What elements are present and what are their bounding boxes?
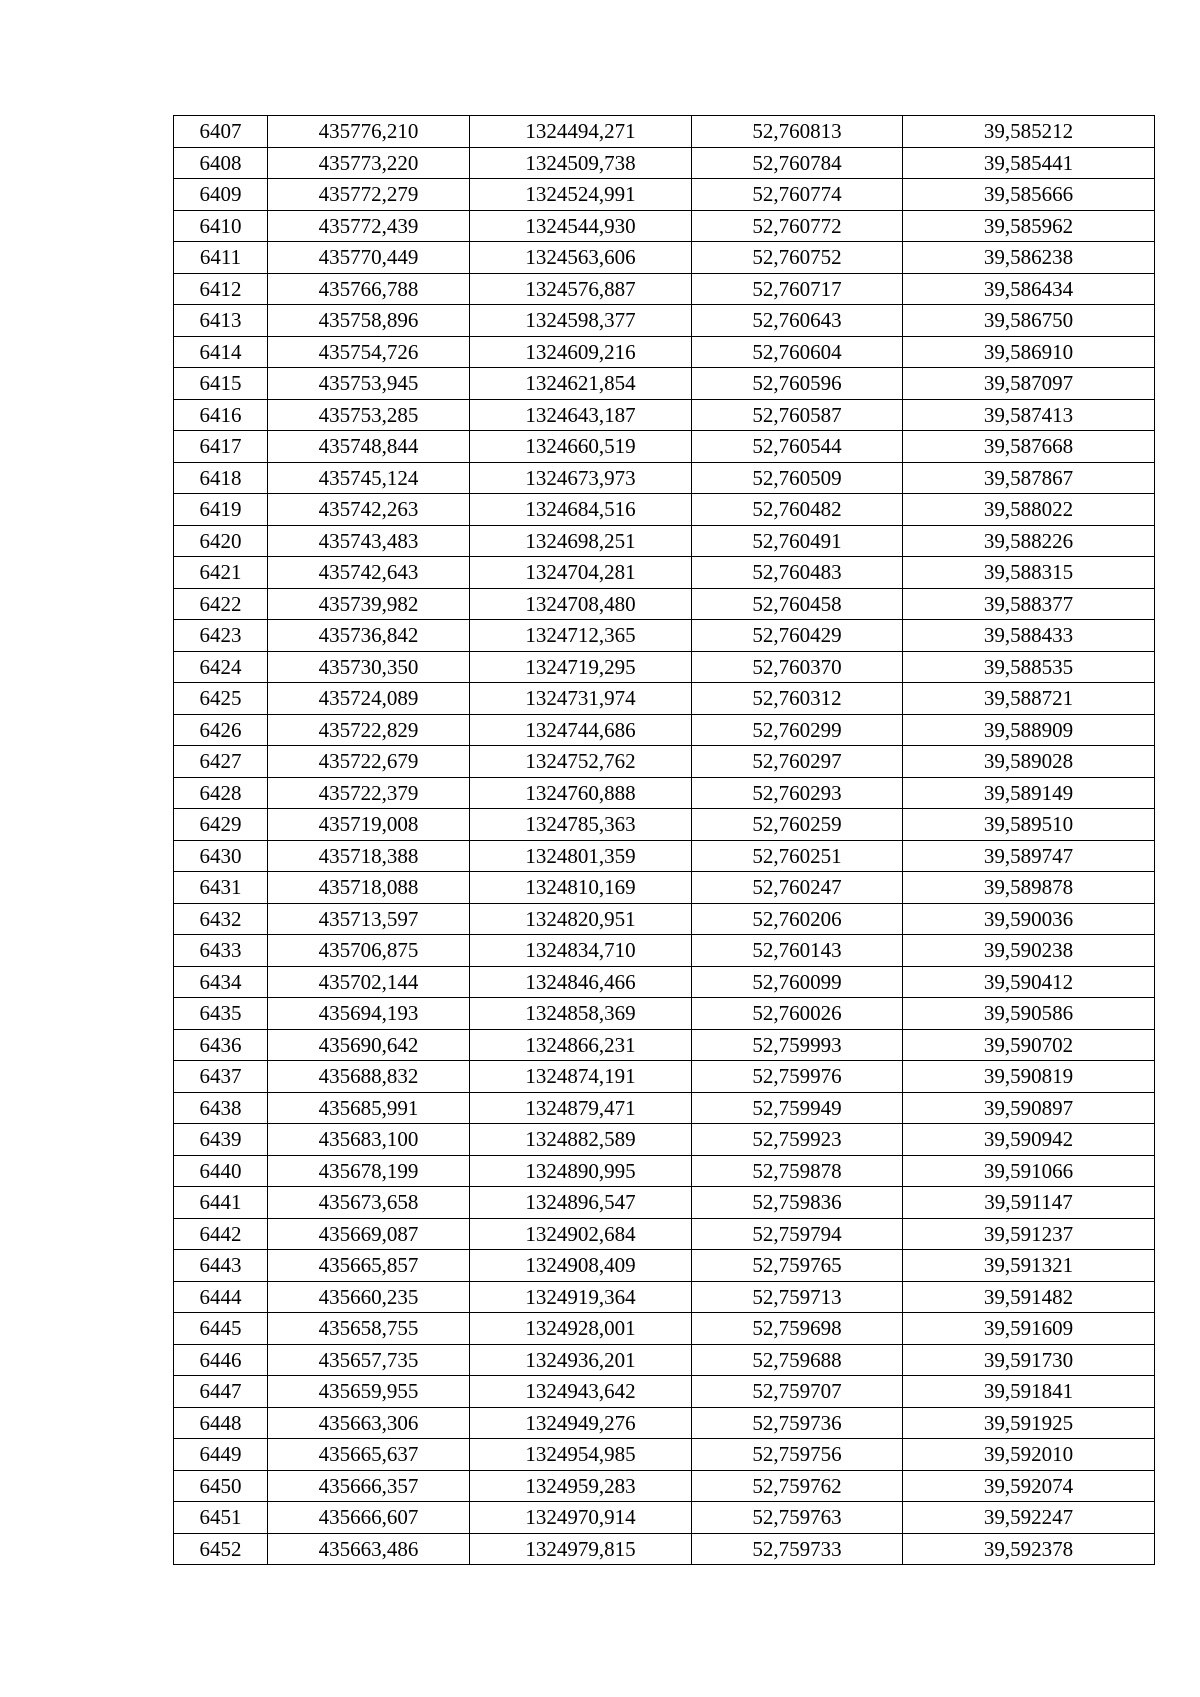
table-row <box>174 147 1155 179</box>
longitude-cell: 39,590897 <box>903 1092 1155 1124</box>
table-row <box>174 903 1155 935</box>
point-number-cell: 6409 <box>174 179 268 211</box>
table-row <box>174 1533 1155 1565</box>
latitude-cell: 52,759688 <box>692 1344 903 1376</box>
table-row <box>174 620 1155 652</box>
point-number-cell: 6408 <box>174 147 268 179</box>
y-coordinate-cell: 1324524,991 <box>470 179 692 211</box>
table-row <box>174 557 1155 589</box>
x-coordinate-cell: 435718,088 <box>268 872 470 904</box>
y-coordinate-cell: 1324949,276 <box>470 1407 692 1439</box>
table-row <box>174 1502 1155 1534</box>
longitude-cell: 39,588022 <box>903 494 1155 526</box>
x-coordinate-cell: 435659,955 <box>268 1376 470 1408</box>
x-coordinate-cell: 435776,210 <box>268 116 470 148</box>
point-number-cell: 6429 <box>174 809 268 841</box>
point-number-cell: 6449 <box>174 1439 268 1471</box>
table-row <box>174 399 1155 431</box>
table-row <box>174 1281 1155 1313</box>
y-coordinate-cell: 1324874,191 <box>470 1061 692 1093</box>
table-row <box>174 1124 1155 1156</box>
point-number-cell: 6434 <box>174 966 268 998</box>
latitude-cell: 52,760206 <box>692 903 903 935</box>
point-number-cell: 6439 <box>174 1124 268 1156</box>
table-row <box>174 1344 1155 1376</box>
table-row <box>174 305 1155 337</box>
coordinates-table <box>173 115 1155 1565</box>
latitude-cell: 52,759762 <box>692 1470 903 1502</box>
longitude-cell: 39,588535 <box>903 651 1155 683</box>
y-coordinate-cell: 1324598,377 <box>470 305 692 337</box>
coordinates-table-body <box>174 116 1155 1565</box>
longitude-cell: 39,588377 <box>903 588 1155 620</box>
table-row <box>174 525 1155 557</box>
latitude-cell: 52,759976 <box>692 1061 903 1093</box>
latitude-cell: 52,760483 <box>692 557 903 589</box>
point-number-cell: 6427 <box>174 746 268 778</box>
y-coordinate-cell: 1324954,985 <box>470 1439 692 1471</box>
x-coordinate-cell: 435657,735 <box>268 1344 470 1376</box>
table-row <box>174 368 1155 400</box>
latitude-cell: 52,760482 <box>692 494 903 526</box>
table-row <box>174 840 1155 872</box>
x-coordinate-cell: 435724,089 <box>268 683 470 715</box>
point-number-cell: 6421 <box>174 557 268 589</box>
latitude-cell: 52,759765 <box>692 1250 903 1282</box>
table-row <box>174 1470 1155 1502</box>
point-number-cell: 6450 <box>174 1470 268 1502</box>
y-coordinate-cell: 1324943,642 <box>470 1376 692 1408</box>
table-row <box>174 746 1155 778</box>
y-coordinate-cell: 1324979,815 <box>470 1533 692 1565</box>
y-coordinate-cell: 1324760,888 <box>470 777 692 809</box>
longitude-cell: 39,586910 <box>903 336 1155 368</box>
x-coordinate-cell: 435754,726 <box>268 336 470 368</box>
x-coordinate-cell: 435694,193 <box>268 998 470 1030</box>
x-coordinate-cell: 435753,285 <box>268 399 470 431</box>
point-number-cell: 6423 <box>174 620 268 652</box>
longitude-cell: 39,591925 <box>903 1407 1155 1439</box>
point-number-cell: 6413 <box>174 305 268 337</box>
latitude-cell: 52,759878 <box>692 1155 903 1187</box>
point-number-cell: 6443 <box>174 1250 268 1282</box>
longitude-cell: 39,585441 <box>903 147 1155 179</box>
x-coordinate-cell: 435772,279 <box>268 179 470 211</box>
longitude-cell: 39,591841 <box>903 1376 1155 1408</box>
longitude-cell: 39,591730 <box>903 1344 1155 1376</box>
y-coordinate-cell: 1324858,369 <box>470 998 692 1030</box>
x-coordinate-cell: 435722,379 <box>268 777 470 809</box>
point-number-cell: 6422 <box>174 588 268 620</box>
longitude-cell: 39,588909 <box>903 714 1155 746</box>
longitude-cell: 39,592074 <box>903 1470 1155 1502</box>
latitude-cell: 52,759993 <box>692 1029 903 1061</box>
x-coordinate-cell: 435758,896 <box>268 305 470 337</box>
latitude-cell: 52,760643 <box>692 305 903 337</box>
x-coordinate-cell: 435663,306 <box>268 1407 470 1439</box>
x-coordinate-cell: 435690,642 <box>268 1029 470 1061</box>
x-coordinate-cell: 435742,263 <box>268 494 470 526</box>
latitude-cell: 52,759949 <box>692 1092 903 1124</box>
y-coordinate-cell: 1324882,589 <box>470 1124 692 1156</box>
longitude-cell: 39,587867 <box>903 462 1155 494</box>
y-coordinate-cell: 1324785,363 <box>470 809 692 841</box>
y-coordinate-cell: 1324896,547 <box>470 1187 692 1219</box>
longitude-cell: 39,590819 <box>903 1061 1155 1093</box>
longitude-cell: 39,589510 <box>903 809 1155 841</box>
point-number-cell: 6440 <box>174 1155 268 1187</box>
latitude-cell: 52,760099 <box>692 966 903 998</box>
point-number-cell: 6435 <box>174 998 268 1030</box>
x-coordinate-cell: 435773,220 <box>268 147 470 179</box>
y-coordinate-cell: 1324866,231 <box>470 1029 692 1061</box>
point-number-cell: 6430 <box>174 840 268 872</box>
latitude-cell: 52,760247 <box>692 872 903 904</box>
y-coordinate-cell: 1324621,854 <box>470 368 692 400</box>
table-row <box>174 1029 1155 1061</box>
longitude-cell: 39,591321 <box>903 1250 1155 1282</box>
y-coordinate-cell: 1324846,466 <box>470 966 692 998</box>
y-coordinate-cell: 1324494,271 <box>470 116 692 148</box>
y-coordinate-cell: 1324801,359 <box>470 840 692 872</box>
table-row <box>174 273 1155 305</box>
latitude-cell: 52,759698 <box>692 1313 903 1345</box>
longitude-cell: 39,585212 <box>903 116 1155 148</box>
longitude-cell: 39,588433 <box>903 620 1155 652</box>
y-coordinate-cell: 1324970,914 <box>470 1502 692 1534</box>
point-number-cell: 6447 <box>174 1376 268 1408</box>
table-row <box>174 1250 1155 1282</box>
longitude-cell: 39,586750 <box>903 305 1155 337</box>
point-number-cell: 6411 <box>174 242 268 274</box>
y-coordinate-cell: 1324731,974 <box>470 683 692 715</box>
longitude-cell: 39,591609 <box>903 1313 1155 1345</box>
point-number-cell: 6431 <box>174 872 268 904</box>
y-coordinate-cell: 1324752,762 <box>470 746 692 778</box>
point-number-cell: 6442 <box>174 1218 268 1250</box>
y-coordinate-cell: 1324908,409 <box>470 1250 692 1282</box>
x-coordinate-cell: 435685,991 <box>268 1092 470 1124</box>
point-number-cell: 6441 <box>174 1187 268 1219</box>
longitude-cell: 39,592378 <box>903 1533 1155 1565</box>
point-number-cell: 6424 <box>174 651 268 683</box>
point-number-cell: 6428 <box>174 777 268 809</box>
point-number-cell: 6433 <box>174 935 268 967</box>
longitude-cell: 39,590942 <box>903 1124 1155 1156</box>
point-number-cell: 6432 <box>174 903 268 935</box>
longitude-cell: 39,589028 <box>903 746 1155 778</box>
point-number-cell: 6418 <box>174 462 268 494</box>
latitude-cell: 52,760772 <box>692 210 903 242</box>
x-coordinate-cell: 435688,832 <box>268 1061 470 1093</box>
latitude-cell: 52,760293 <box>692 777 903 809</box>
latitude-cell: 52,759756 <box>692 1439 903 1471</box>
y-coordinate-cell: 1324820,951 <box>470 903 692 935</box>
latitude-cell: 52,760458 <box>692 588 903 620</box>
point-number-cell: 6407 <box>174 116 268 148</box>
x-coordinate-cell: 435736,842 <box>268 620 470 652</box>
y-coordinate-cell: 1324698,251 <box>470 525 692 557</box>
y-coordinate-cell: 1324936,201 <box>470 1344 692 1376</box>
table-row <box>174 1155 1155 1187</box>
longitude-cell: 39,590586 <box>903 998 1155 1030</box>
latitude-cell: 52,759736 <box>692 1407 903 1439</box>
latitude-cell: 52,759733 <box>692 1533 903 1565</box>
y-coordinate-cell: 1324902,684 <box>470 1218 692 1250</box>
x-coordinate-cell: 435770,449 <box>268 242 470 274</box>
point-number-cell: 6419 <box>174 494 268 526</box>
table-row <box>174 935 1155 967</box>
longitude-cell: 39,587097 <box>903 368 1155 400</box>
longitude-cell: 39,585666 <box>903 179 1155 211</box>
x-coordinate-cell: 435683,100 <box>268 1124 470 1156</box>
table-row <box>174 777 1155 809</box>
latitude-cell: 52,759713 <box>692 1281 903 1313</box>
x-coordinate-cell: 435730,350 <box>268 651 470 683</box>
latitude-cell: 52,760752 <box>692 242 903 274</box>
table-row <box>174 651 1155 683</box>
x-coordinate-cell: 435722,829 <box>268 714 470 746</box>
latitude-cell: 52,760026 <box>692 998 903 1030</box>
y-coordinate-cell: 1324704,281 <box>470 557 692 589</box>
table-row <box>174 179 1155 211</box>
x-coordinate-cell: 435669,087 <box>268 1218 470 1250</box>
longitude-cell: 39,586434 <box>903 273 1155 305</box>
y-coordinate-cell: 1324834,710 <box>470 935 692 967</box>
longitude-cell: 39,590702 <box>903 1029 1155 1061</box>
latitude-cell: 52,759763 <box>692 1502 903 1534</box>
table-row <box>174 1218 1155 1250</box>
x-coordinate-cell: 435772,439 <box>268 210 470 242</box>
table-row <box>174 1061 1155 1093</box>
x-coordinate-cell: 435666,607 <box>268 1502 470 1534</box>
latitude-cell: 52,760596 <box>692 368 903 400</box>
longitude-cell: 39,585962 <box>903 210 1155 242</box>
y-coordinate-cell: 1324959,283 <box>470 1470 692 1502</box>
point-number-cell: 6417 <box>174 431 268 463</box>
longitude-cell: 39,591237 <box>903 1218 1155 1250</box>
x-coordinate-cell: 435742,643 <box>268 557 470 589</box>
y-coordinate-cell: 1324719,295 <box>470 651 692 683</box>
point-number-cell: 6445 <box>174 1313 268 1345</box>
table-row <box>174 431 1155 463</box>
latitude-cell: 52,760491 <box>692 525 903 557</box>
table-row <box>174 714 1155 746</box>
x-coordinate-cell: 435666,357 <box>268 1470 470 1502</box>
y-coordinate-cell: 1324708,480 <box>470 588 692 620</box>
point-number-cell: 6448 <box>174 1407 268 1439</box>
y-coordinate-cell: 1324810,169 <box>470 872 692 904</box>
table-row <box>174 210 1155 242</box>
table-row <box>174 588 1155 620</box>
x-coordinate-cell: 435660,235 <box>268 1281 470 1313</box>
latitude-cell: 52,760587 <box>692 399 903 431</box>
latitude-cell: 52,760509 <box>692 462 903 494</box>
y-coordinate-cell: 1324609,216 <box>470 336 692 368</box>
point-number-cell: 6414 <box>174 336 268 368</box>
table-row <box>174 1313 1155 1345</box>
latitude-cell: 52,759836 <box>692 1187 903 1219</box>
longitude-cell: 39,590036 <box>903 903 1155 935</box>
x-coordinate-cell: 435673,658 <box>268 1187 470 1219</box>
y-coordinate-cell: 1324744,686 <box>470 714 692 746</box>
table-row <box>174 966 1155 998</box>
y-coordinate-cell: 1324509,738 <box>470 147 692 179</box>
y-coordinate-cell: 1324576,887 <box>470 273 692 305</box>
x-coordinate-cell: 435713,597 <box>268 903 470 935</box>
longitude-cell: 39,589149 <box>903 777 1155 809</box>
y-coordinate-cell: 1324890,995 <box>470 1155 692 1187</box>
x-coordinate-cell: 435748,844 <box>268 431 470 463</box>
table-row <box>174 683 1155 715</box>
point-number-cell: 6425 <box>174 683 268 715</box>
point-number-cell: 6451 <box>174 1502 268 1534</box>
table-row <box>174 1439 1155 1471</box>
y-coordinate-cell: 1324563,606 <box>470 242 692 274</box>
x-coordinate-cell: 435743,483 <box>268 525 470 557</box>
x-coordinate-cell: 435706,875 <box>268 935 470 967</box>
latitude-cell: 52,760143 <box>692 935 903 967</box>
table-row <box>174 462 1155 494</box>
latitude-cell: 52,759794 <box>692 1218 903 1250</box>
table-row <box>174 998 1155 1030</box>
x-coordinate-cell: 435665,857 <box>268 1250 470 1282</box>
x-coordinate-cell: 435702,144 <box>268 966 470 998</box>
longitude-cell: 39,589747 <box>903 840 1155 872</box>
table-row <box>174 1187 1155 1219</box>
x-coordinate-cell: 435719,008 <box>268 809 470 841</box>
latitude-cell: 52,760774 <box>692 179 903 211</box>
latitude-cell: 52,760604 <box>692 336 903 368</box>
longitude-cell: 39,591147 <box>903 1187 1155 1219</box>
point-number-cell: 6452 <box>174 1533 268 1565</box>
latitude-cell: 52,760784 <box>692 147 903 179</box>
point-number-cell: 6444 <box>174 1281 268 1313</box>
point-number-cell: 6438 <box>174 1092 268 1124</box>
point-number-cell: 6437 <box>174 1061 268 1093</box>
x-coordinate-cell: 435658,755 <box>268 1313 470 1345</box>
latitude-cell: 52,760429 <box>692 620 903 652</box>
longitude-cell: 39,587413 <box>903 399 1155 431</box>
table-row <box>174 116 1155 148</box>
latitude-cell: 52,760717 <box>692 273 903 305</box>
latitude-cell: 52,760299 <box>692 714 903 746</box>
latitude-cell: 52,760312 <box>692 683 903 715</box>
x-coordinate-cell: 435665,637 <box>268 1439 470 1471</box>
point-number-cell: 6410 <box>174 210 268 242</box>
longitude-cell: 39,592010 <box>903 1439 1155 1471</box>
y-coordinate-cell: 1324919,364 <box>470 1281 692 1313</box>
latitude-cell: 52,759923 <box>692 1124 903 1156</box>
x-coordinate-cell: 435678,199 <box>268 1155 470 1187</box>
table-row <box>174 1092 1155 1124</box>
latitude-cell: 52,760297 <box>692 746 903 778</box>
x-coordinate-cell: 435739,982 <box>268 588 470 620</box>
point-number-cell: 6426 <box>174 714 268 746</box>
longitude-cell: 39,590412 <box>903 966 1155 998</box>
y-coordinate-cell: 1324673,973 <box>470 462 692 494</box>
longitude-cell: 39,587668 <box>903 431 1155 463</box>
x-coordinate-cell: 435766,788 <box>268 273 470 305</box>
latitude-cell: 52,760544 <box>692 431 903 463</box>
longitude-cell: 39,588315 <box>903 557 1155 589</box>
y-coordinate-cell: 1324684,516 <box>470 494 692 526</box>
x-coordinate-cell: 435718,388 <box>268 840 470 872</box>
latitude-cell: 52,760259 <box>692 809 903 841</box>
point-number-cell: 6446 <box>174 1344 268 1376</box>
x-coordinate-cell: 435722,679 <box>268 746 470 778</box>
longitude-cell: 39,586238 <box>903 242 1155 274</box>
table-row <box>174 1407 1155 1439</box>
y-coordinate-cell: 1324643,187 <box>470 399 692 431</box>
latitude-cell: 52,760813 <box>692 116 903 148</box>
point-number-cell: 6412 <box>174 273 268 305</box>
table-row <box>174 494 1155 526</box>
x-coordinate-cell: 435663,486 <box>268 1533 470 1565</box>
latitude-cell: 52,760370 <box>692 651 903 683</box>
table-row <box>174 336 1155 368</box>
longitude-cell: 39,590238 <box>903 935 1155 967</box>
latitude-cell: 52,759707 <box>692 1376 903 1408</box>
table-row <box>174 242 1155 274</box>
y-coordinate-cell: 1324928,001 <box>470 1313 692 1345</box>
point-number-cell: 6420 <box>174 525 268 557</box>
x-coordinate-cell: 435753,945 <box>268 368 470 400</box>
point-number-cell: 6436 <box>174 1029 268 1061</box>
y-coordinate-cell: 1324660,519 <box>470 431 692 463</box>
longitude-cell: 39,588226 <box>903 525 1155 557</box>
longitude-cell: 39,591066 <box>903 1155 1155 1187</box>
y-coordinate-cell: 1324879,471 <box>470 1092 692 1124</box>
longitude-cell: 39,589878 <box>903 872 1155 904</box>
x-coordinate-cell: 435745,124 <box>268 462 470 494</box>
y-coordinate-cell: 1324712,365 <box>470 620 692 652</box>
latitude-cell: 52,760251 <box>692 840 903 872</box>
longitude-cell: 39,588721 <box>903 683 1155 715</box>
table-row <box>174 1376 1155 1408</box>
table-row <box>174 809 1155 841</box>
point-number-cell: 6416 <box>174 399 268 431</box>
y-coordinate-cell: 1324544,930 <box>470 210 692 242</box>
longitude-cell: 39,592247 <box>903 1502 1155 1534</box>
longitude-cell: 39,591482 <box>903 1281 1155 1313</box>
point-number-cell: 6415 <box>174 368 268 400</box>
table-row <box>174 872 1155 904</box>
